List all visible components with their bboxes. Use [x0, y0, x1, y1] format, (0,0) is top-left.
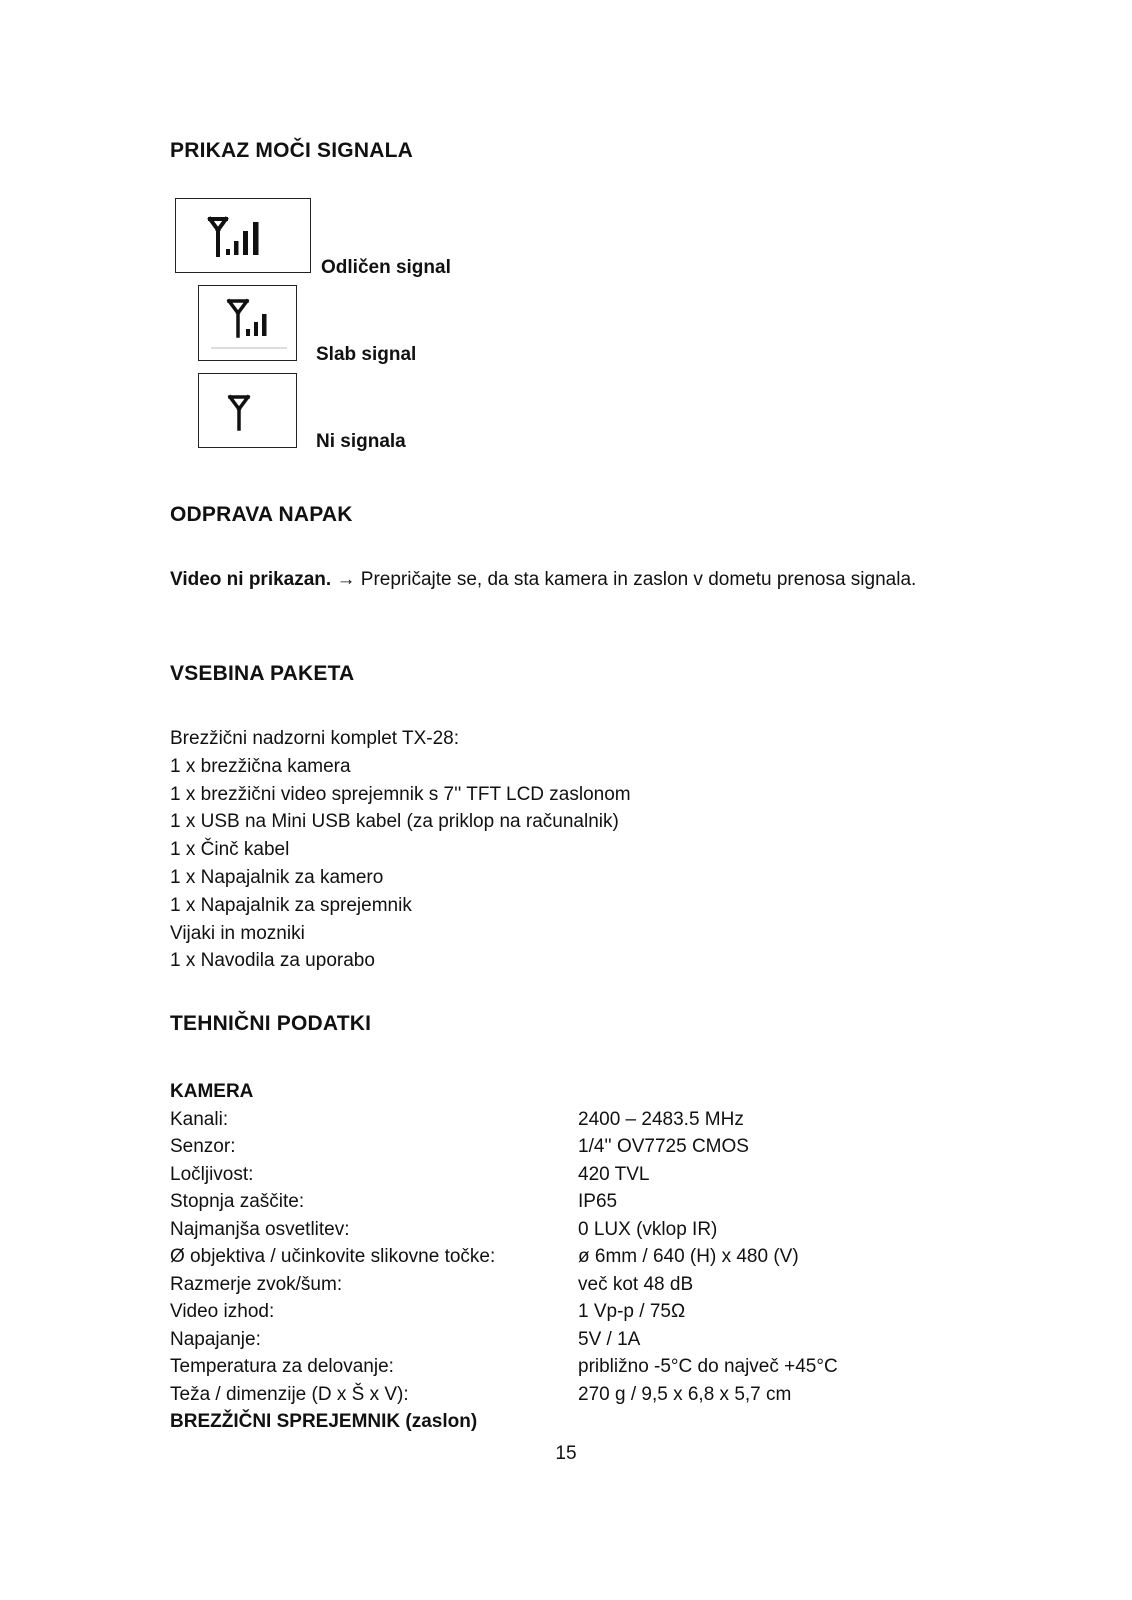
spec-key: Teža / dimenzije (D x Š x V):	[170, 1383, 409, 1405]
table-row	[170, 1188, 618, 1216]
spec-value: približno -5°C do največ +45°C	[578, 1356, 838, 1377]
signal-heading: PRIKAZ MOČI SIGNALA	[170, 139, 413, 162]
spec-key: Ø objektiva / učinkovite slikovne točke:	[170, 1246, 496, 1267]
problem-text: Video ni prikazan.	[170, 569, 332, 590]
table-row	[170, 1106, 744, 1134]
weak-signal-label: Slab signal	[316, 344, 417, 365]
arrow-right-icon: →	[336, 569, 356, 590]
excellent-signal-label: Odličen signal	[321, 257, 451, 278]
list-item: 1 x Činč kabel	[170, 839, 290, 861]
table-row	[170, 1353, 838, 1381]
spec-value: 5V / 1A	[578, 1328, 641, 1350]
no-signal-label: Ni signala	[316, 431, 406, 452]
specs-heading: TEHNIČNI PODATKI	[170, 1012, 372, 1035]
spec-key: Najmanjša osvetlitev:	[170, 1218, 350, 1240]
package-list	[170, 725, 631, 975]
spec-key: Napajanje:	[170, 1328, 261, 1350]
list-item: 1 x Navodila za uporabo	[170, 950, 375, 972]
list-item: 1 x USB na Mini USB kabel (za priklop na računalnik)	[170, 811, 619, 833]
spec-value: IP65	[578, 1191, 618, 1212]
list-item: 1 x brezžična kamera	[170, 755, 351, 777]
page-number: 15	[555, 1443, 577, 1464]
spec-key: Stopnja zaščite:	[170, 1191, 305, 1212]
spec-key: Ločljivost:	[170, 1163, 254, 1185]
spec-value: 270 g / 9,5 x 6,8 x 5,7 cm	[578, 1383, 792, 1405]
spec-value: več kot 48 dB	[578, 1273, 694, 1295]
table-row	[170, 1271, 694, 1299]
table-row	[170, 1133, 749, 1161]
table-row	[170, 1243, 799, 1271]
troubleshooting-paragraph	[170, 565, 963, 594]
list-item: 1 x brezžični video sprejemnik s 7'' TFT LCD zaslonom	[170, 783, 631, 805]
list-item: 1 x Napajalnik za kamero	[170, 866, 384, 888]
spec-key: Kanali:	[170, 1108, 229, 1130]
spec-key: Video izhod:	[170, 1301, 275, 1322]
table-row	[170, 1381, 792, 1409]
camera-subheading: KAMERA	[170, 1081, 254, 1102]
list-item: Brezžični nadzorni komplet TX-28:	[170, 728, 459, 749]
spec-value: ø 6mm / 640 (H) x 480 (V)	[578, 1246, 799, 1267]
spec-value: 1/4'' OV7725 CMOS	[578, 1136, 749, 1157]
spec-value: 1 Vp-p / 75Ω	[578, 1301, 686, 1322]
table-row	[170, 1216, 718, 1244]
spec-table	[170, 1078, 838, 1436]
spec-value: 420 TVL	[578, 1163, 650, 1185]
spec-key: Razmerje zvok/šum:	[170, 1273, 343, 1295]
troubleshooting-heading: ODPRAVA NAPAK	[170, 503, 353, 526]
package-heading: VSEBINA PAKETA	[170, 662, 355, 685]
solution-text: Prepričajte se, da sta kamera in zaslon v dometu prenosa signala.	[360, 569, 917, 590]
list-item: Vijaki in mozniki	[170, 922, 305, 944]
table-row	[170, 1326, 641, 1354]
table-row	[170, 1298, 686, 1326]
spec-key: Senzor:	[170, 1136, 236, 1157]
spec-value: 2400 – 2483.5 MHz	[578, 1108, 744, 1130]
receiver-subheading: BREZŽIČNI SPREJEMNIK (zaslon)	[170, 1411, 478, 1432]
spec-value: 0 LUX (vklop IR)	[578, 1218, 718, 1240]
list-item: 1 x Napajalnik za sprejemnik	[170, 894, 412, 916]
excellent-signal-icon	[175, 198, 311, 273]
spec-key: Temperatura za delovanje:	[170, 1356, 394, 1377]
table-row	[170, 1161, 650, 1189]
weak-signal-icon	[198, 285, 297, 361]
no-signal-icon	[198, 373, 297, 448]
